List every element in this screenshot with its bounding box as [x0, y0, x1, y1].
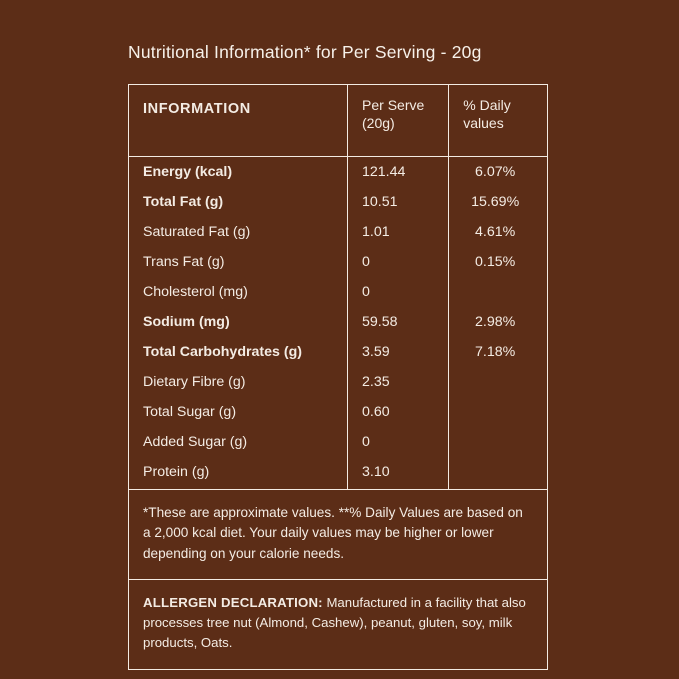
nutrient-name: Protein (g) — [129, 457, 348, 490]
allergen-declaration — [129, 580, 547, 668]
nutrient-name: Total Fat (g) — [129, 187, 348, 217]
allergen-text: Manufactured in a facility that also processes tree nut (Almond, Cashew), peanut, gluten, soy, milk products, Oats. — [143, 595, 526, 650]
nutrition-table — [129, 85, 547, 490]
nutrient-name: Cholesterol (mg) — [129, 277, 348, 307]
table-row — [129, 427, 547, 457]
table-row — [129, 367, 547, 397]
nutrient-name: Total Carbohydrates (g) — [129, 337, 348, 367]
table-row — [129, 457, 547, 490]
table-row — [129, 277, 547, 307]
nutrient-per-serve: 3.59 — [348, 337, 449, 367]
per-serve-line2: (20g) — [362, 115, 395, 132]
nutrient-name: Sodium (mg) — [129, 307, 348, 337]
nutrient-per-serve: 59.58 — [348, 307, 449, 337]
nutrient-name: Added Sugar (g) — [129, 427, 348, 457]
allergen-label: ALLERGEN DECLARATION: — [143, 595, 323, 611]
column-header-per-serve — [348, 85, 449, 157]
table-row — [129, 187, 547, 217]
column-header-daily-values — [449, 85, 547, 157]
nutrient-daily-value: 6.07% — [475, 164, 516, 180]
per-serve-line1: Per Serve — [362, 97, 425, 113]
nutrient-per-serve: 0 — [348, 427, 449, 457]
nutrient-daily-value — [449, 367, 547, 397]
nutrient-name: Trans Fat (g) — [129, 247, 348, 277]
nutrient-daily-value: 2.98% — [475, 314, 516, 330]
nutrient-per-serve: 0 — [348, 277, 449, 307]
nutrient-daily-value — [449, 457, 547, 490]
table-row — [129, 397, 547, 427]
nutrient-daily-value — [449, 427, 547, 457]
nutrient-per-serve: 0 — [348, 247, 449, 277]
nutrient-name: Energy (kcal) — [129, 157, 348, 188]
nutrient-per-serve: 3.10 — [348, 457, 449, 490]
column-header-information: INFORMATION — [129, 85, 348, 157]
page-title: Nutritional Information* for Per Serving - 20g — [128, 42, 482, 62]
table-body — [129, 157, 547, 490]
nutrient-per-serve: 1.01 — [348, 217, 449, 247]
daily-line2: values — [463, 115, 504, 132]
table-header-row — [129, 85, 547, 157]
nutrient-per-serve: 10.51 — [348, 187, 449, 217]
table-row — [129, 247, 547, 277]
nutrient-per-serve: 0.60 — [348, 397, 449, 427]
table-row — [129, 157, 547, 188]
table-row — [129, 337, 547, 367]
nutrient-per-serve: 121.44 — [348, 157, 449, 188]
nutrient-daily-value — [449, 397, 547, 427]
nutrition-panel — [128, 84, 548, 670]
nutrient-daily-value: 7.18% — [475, 344, 516, 360]
daily-line1: % Daily — [463, 97, 511, 113]
nutrient-name: Total Sugar (g) — [129, 397, 348, 427]
table-row — [129, 217, 547, 247]
nutrient-daily-value: 0.15% — [475, 254, 516, 270]
nutrient-daily-value — [449, 277, 547, 307]
nutrient-name: Dietary Fibre (g) — [129, 367, 348, 397]
table-row — [129, 307, 547, 337]
nutrient-daily-value: 15.69% — [471, 194, 520, 210]
footnote-text: *These are approximate values. **% Daily Values are based on a 2,000 kcal diet. Your daily values may be higher or lower depending on your calorie needs. — [129, 490, 547, 580]
nutrient-per-serve: 2.35 — [348, 367, 449, 397]
nutrient-name: Saturated Fat (g) — [129, 217, 348, 247]
nutrient-daily-value: 4.61% — [475, 224, 516, 240]
